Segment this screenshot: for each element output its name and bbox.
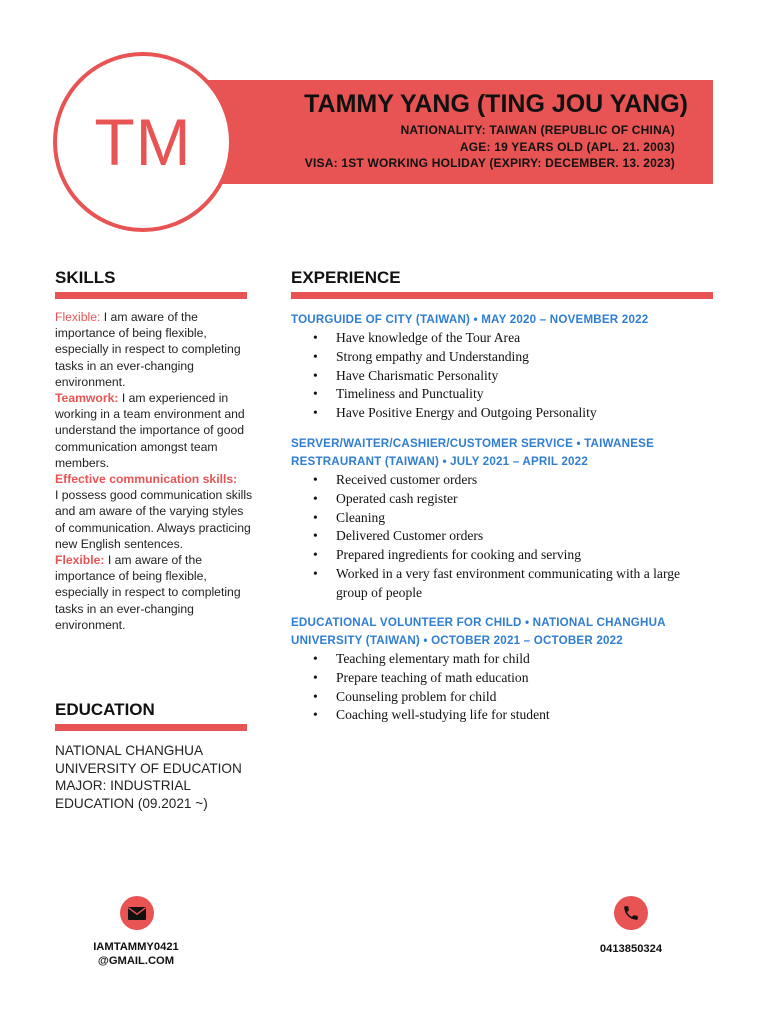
phone-icon — [614, 896, 648, 930]
email-line-2: @GMAIL.COM — [97, 955, 175, 967]
list-item: • Coaching well-studying life for student — [291, 706, 711, 725]
experience-rule — [291, 292, 713, 299]
experience-heading: EXPERIENCE — [291, 268, 401, 287]
skill-text: I possess good communication skills and am aware of the varying styles of communication. Always practicing new English sentences. — [55, 488, 253, 551]
skill-text: I am aware of the importance of being flexible, especially in respect to completing tasks in an ever-changing environment. — [55, 553, 241, 632]
skill-name: Flexible: — [55, 310, 101, 324]
list-item: • Teaching elementary math for child — [291, 650, 711, 669]
education-rule — [55, 724, 247, 731]
list-item: • Worked in a very fast environment communicating with a large group of people — [291, 565, 711, 603]
list-item: • Prepare teaching of math education — [291, 669, 711, 688]
skill-name: Effective communication skills: — [55, 472, 238, 487]
job-title: SERVER/WAITER/CASHIER/CUSTOMER SERVICE • TAIWANESE RESTRAURANT (TAIWAN) • JULY 2021 – APRIL 2022 — [291, 437, 654, 468]
visa-line: VISA: 1ST WORKING HOLIDAY (EXPIRY: DECEMBER. 13. 2023) — [304, 156, 675, 170]
full-name: TAMMY YANG (TING JOU YANG) — [304, 90, 688, 118]
phone-number: 0413850324 — [599, 943, 663, 955]
list-item: • Operated cash register — [291, 490, 711, 509]
skill-name: Teamwork: — [55, 391, 119, 406]
envelope-icon — [120, 896, 154, 930]
list-item: • Have Charismatic Personality — [291, 367, 721, 386]
job-entry — [291, 614, 711, 725]
job-title: EDUCATIONAL VOLUNTEER FOR CHILD • NATIONAL CHANGHUA UNIVERSITY (TAIWAN) • OCTOBER 2021 – OCTOBER 2022 — [291, 616, 666, 647]
skills-body — [55, 309, 255, 633]
education-heading: EDUCATION — [55, 700, 155, 719]
skill-name: Flexible: — [55, 553, 105, 568]
list-item: • Delivered Customer orders — [291, 527, 711, 546]
list-item: • Have Positive Energy and Outgoing Personality — [291, 404, 721, 423]
email-text — [76, 940, 196, 968]
list-item: • Timeliness and Punctuality — [291, 385, 721, 404]
skills-heading: SKILLS — [55, 268, 116, 287]
list-item: • Counseling problem for child — [291, 688, 711, 707]
age-line: AGE: 19 YEARS OLD (APL. 21. 2003) — [459, 140, 675, 154]
job-bullets — [291, 329, 721, 423]
skills-rule — [55, 292, 247, 299]
list-item: • Prepared ingredients for cooking and serving — [291, 546, 711, 565]
job-bullets — [291, 650, 711, 725]
list-item: • Received customer orders — [291, 471, 711, 490]
nationality-line: NATIONALITY: TAIWAN (REPUBLIC OF CHINA) — [400, 123, 675, 137]
monogram: TM — [94, 105, 192, 179]
email-line-1: IAMTAMMY0421 — [93, 941, 179, 953]
monogram-circle — [53, 52, 233, 232]
education-body: NATIONAL CHANGHUA UNIVERSITY OF EDUCATION MAJOR: INDUSTRIAL EDUCATION (09.2021 ~) — [55, 743, 242, 811]
job-entry — [291, 311, 721, 423]
job-title: TOURGUIDE OF CITY (TAIWAN) • MAY 2020 – NOVEMBER 2022 — [291, 313, 649, 326]
skill-text: I am aware of the importance of being flexible, especially in respect to completing tasks in an ever-changing environment. — [55, 310, 241, 389]
skill-text: I am experienced in working in a team environment and understand the importance of good communication amongst team members. — [55, 391, 245, 470]
job-entry — [291, 435, 711, 603]
list-item: • Cleaning — [291, 509, 711, 528]
list-item: • Strong empathy and Understanding — [291, 348, 721, 367]
list-item: • Have knowledge of the Tour Area — [291, 329, 721, 348]
job-bullets — [291, 471, 711, 603]
